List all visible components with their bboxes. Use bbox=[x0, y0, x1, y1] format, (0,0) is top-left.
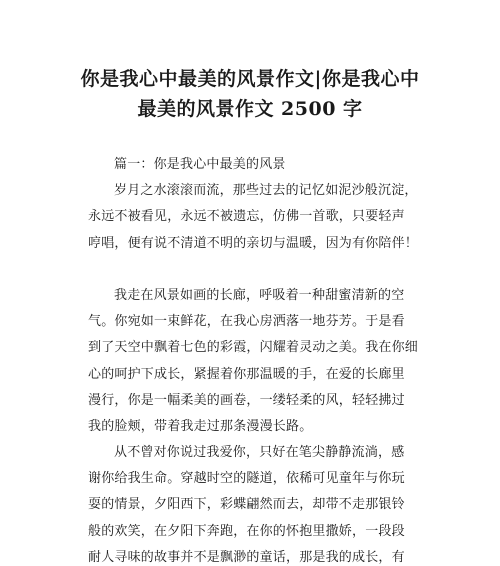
title-line-2: 最美的风景作文 2500 字 bbox=[137, 98, 363, 120]
paragraph-line: 耐人寻味的故事并不是飘渺的童话，那是我的成长，有 bbox=[88, 549, 405, 565]
paragraph-line: 漫行，你是一幅柔美的画卷，一缕轻柔的风，轻轻拂过 bbox=[88, 392, 405, 408]
paragraph-line: 耍的情景，夕阳西下，彩蝶翩然而去，却带不走那银铃 bbox=[88, 497, 405, 513]
paragraph-1 bbox=[88, 178, 420, 257]
paragraph-line: 我走在风景如画的长廊，呼吸着一种甜蜜清新的空 bbox=[114, 287, 405, 303]
paragraph-line: 心的呵护下成长，紧握着你那温暖的手，在爱的长廊里 bbox=[88, 366, 405, 382]
paragraph-line: 我的脸颊，带着我走过那条漫漫长路。 bbox=[88, 418, 313, 434]
paragraph-3 bbox=[88, 440, 420, 566]
paragraph-gap bbox=[88, 257, 420, 283]
section-heading: 篇一：你是我心中最美的风景 bbox=[114, 157, 286, 172]
document-title bbox=[40, 64, 460, 124]
paragraph-line: 般的欢笑，在夕阳下奔跑，在你的怀抱里撒娇，一段段 bbox=[88, 523, 405, 539]
paragraph-line: 岁月之水滚滚而流，那些过去的记忆如泥沙般沉淀， bbox=[114, 183, 418, 199]
paragraph-line: 永远不被看见，永远不被遗忘，仿佛一首歌，只要轻声 bbox=[88, 209, 405, 225]
paragraph-line: 气。你宛如一束鲜花，在我心房洒落一地芬芳。于是看 bbox=[88, 314, 405, 330]
title-line-1: 你是我心中最美的风景作文|你是我心中 bbox=[80, 68, 420, 90]
paragraph-line: 哼唱，便有说不清道不明的亲切与温暖，因为有你陪伴！ bbox=[88, 235, 419, 251]
paragraph-2 bbox=[88, 283, 420, 440]
document-body bbox=[88, 152, 420, 566]
paragraph-line: 从不曾对你说过我爱你，只好在笔尖静静流淌，感 bbox=[114, 445, 405, 461]
paragraph-line: 到了天空中飘着七色的彩霞，闪耀着灵动之美。我在你细 bbox=[88, 340, 419, 356]
paragraph-line: 谢你给我生命。穿越时空的隧道，依稀可见童年与你玩 bbox=[88, 471, 405, 487]
